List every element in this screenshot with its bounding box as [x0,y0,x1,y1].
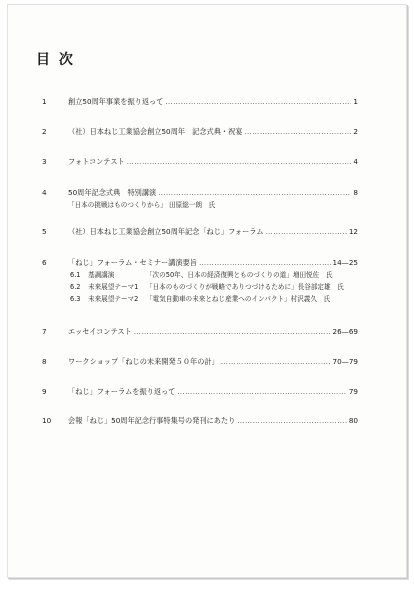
entry-page: 1 [353,97,358,106]
entry-number: 6 [42,258,47,267]
seminar-item-1 [70,270,332,280]
seminar-item-2 [70,282,344,292]
toc-entry-9 [42,387,358,397]
entry-number: 3 [42,157,47,166]
entry-title: ワークショップ「ねじの未来開発５０年の計」 [68,357,219,366]
leader-dots [266,227,347,237]
entry-page: 70—79 [332,357,358,366]
seminar-number: 6.3 [70,295,81,303]
toc-entry-5 [42,227,358,237]
entry-page: 14—25 [332,258,358,267]
leader-dots [237,416,347,426]
leader-dots [221,357,331,367]
toc-entry-2 [42,127,358,137]
toc-entry-10 [42,416,358,426]
entry-page: 80 [348,416,358,425]
toc-entry-8 [42,357,358,367]
toc-entry-4-subtitle: 「日本の挑戦はものつくりから」 田原総一朗 氏 [68,201,216,209]
page-title: 目 次 [36,52,75,68]
toc-entry-1 [42,97,358,107]
entry-number: 7 [42,327,47,336]
entry-page: 4 [353,157,358,166]
leader-dots [177,387,346,397]
entry-page: 8 [353,188,358,197]
leader-dots [244,127,351,137]
entry-title: フォトコンテスト [68,157,125,166]
entry-number: 8 [42,357,47,366]
seminar-number: 6.1 [70,271,81,279]
leader-dots [127,157,352,167]
toc-entry-3 [42,157,358,167]
entry-number: 2 [42,127,47,136]
leader-dots [165,97,351,107]
seminar-title: 「日本のものづくりが戦略でありつづけるために」長谷部定雄 氏 [146,283,344,291]
entry-page: 12 [348,227,358,236]
seminar-number: 6.2 [70,283,81,291]
table-of-contents [8,5,406,577]
entry-title: エッセイコンテスト [68,327,132,336]
entry-title: （社）日本ねじ工業協会創立50周年 記念式典・祝宴 [68,127,243,136]
entry-page: 79 [348,387,358,396]
toc-entry-6 [42,258,358,268]
entry-page: 26—69 [332,327,358,336]
entry-title: 「ねじ」フォーラム・セミナー講演要旨 [68,258,197,267]
entry-title: 会報「ねじ」50周年記念行事特集号の発刊にあたり [68,416,236,425]
entry-title: 「ねじ」フォーラムを振り返って [68,387,176,396]
entry-title: （社）日本ねじ工業協会創立50周年記念「ねじ」フォーラム [68,227,264,236]
toc-entry-7 [42,327,358,337]
seminar-label: 未来展望テーマ2 [88,295,139,303]
entry-number: 4 [42,188,47,197]
entry-title: 創立50周年事業を振り返って [68,97,164,106]
document-page [7,4,407,578]
entry-number: 10 [42,416,52,425]
seminar-title: 「電気自動車の未来とねじ産業へのインパクト」村沢義久 氏 [146,295,331,303]
entry-number: 1 [42,97,47,106]
toc-entry-4 [42,188,358,198]
entry-page: 2 [353,127,358,136]
seminar-label: 未来展望テーマ1 [88,283,139,291]
leader-dots [199,258,331,268]
seminar-title: 「次の50年、日本の経済復興とものづくりの道」増田悦佐 氏 [146,271,333,279]
entry-number: 9 [42,387,47,396]
seminar-item-3 [70,294,330,304]
entry-number: 5 [42,227,47,236]
entry-title: 50周年記念式典 特別講演 [68,188,157,197]
leader-dots [134,327,331,337]
seminar-label: 基調講演 [88,271,115,279]
leader-dots [158,188,351,198]
